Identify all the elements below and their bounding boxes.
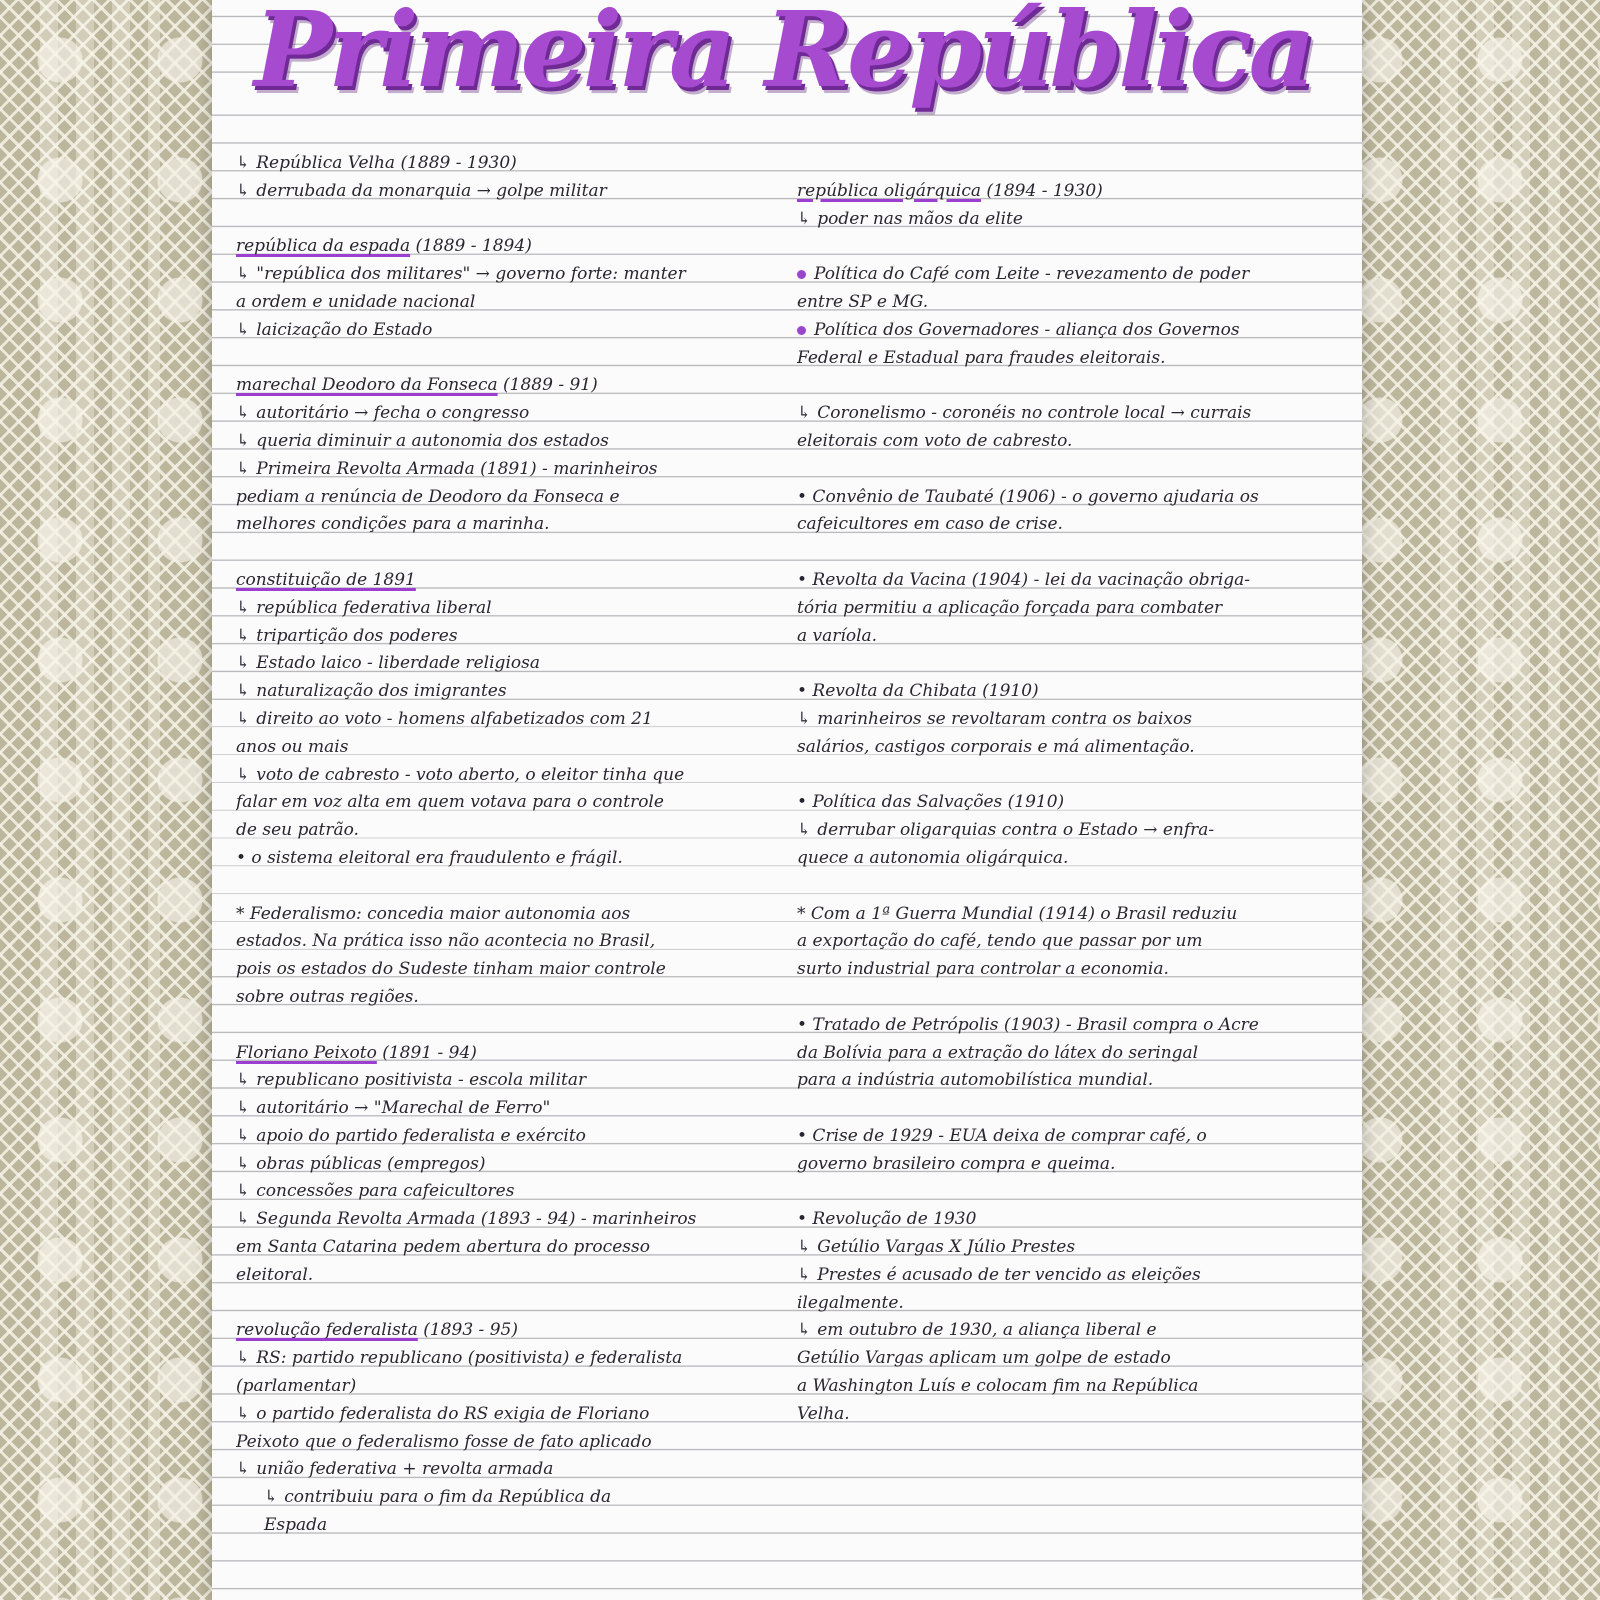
blank-line bbox=[797, 1095, 1352, 1123]
blank-line bbox=[797, 456, 1352, 484]
note-line bbox=[236, 956, 776, 984]
note-line bbox=[236, 1067, 776, 1095]
note-text: República Velha (1889 - 1930) bbox=[256, 153, 517, 173]
note-line bbox=[236, 1151, 776, 1179]
blank-line bbox=[797, 539, 1352, 567]
note-line bbox=[236, 1123, 776, 1151]
arrow-icon: ↳ bbox=[797, 1320, 812, 1341]
note-line bbox=[236, 623, 776, 651]
note-text: laicização do Estado bbox=[256, 319, 433, 340]
note-line bbox=[236, 233, 776, 261]
arrow-icon: ↳ bbox=[236, 403, 251, 424]
note-line bbox=[236, 289, 776, 317]
note-text: quece a autonomia oligárquica. bbox=[797, 847, 1069, 868]
note-text: a exportação do café, tendo que passar por um bbox=[797, 931, 1203, 952]
note-text: * Federalismo: concedia maior autonomia aos bbox=[236, 903, 631, 924]
arrow-icon: ↳ bbox=[797, 208, 812, 229]
note-text: • Convênio de Taubaté (1906) - o governo ajudaria os bbox=[797, 486, 1259, 507]
note-text: falar em voz alta em quem votava para o controle bbox=[236, 792, 664, 813]
note-text: melhores condições para a marinha. bbox=[236, 514, 550, 535]
arrow-icon: ↳ bbox=[236, 764, 251, 785]
note-text: (parlamentar) bbox=[236, 1376, 357, 1397]
blank-line bbox=[236, 1290, 776, 1318]
blank-line bbox=[797, 1178, 1352, 1206]
note-line bbox=[797, 1123, 1352, 1151]
note-text: Getúlio Vargas aplicam um golpe de estado bbox=[797, 1348, 1171, 1369]
note-line bbox=[797, 595, 1352, 623]
note-text: anos ou mais bbox=[236, 736, 349, 757]
note-line bbox=[236, 1373, 776, 1401]
note-line bbox=[236, 1234, 776, 1262]
note-line bbox=[797, 345, 1352, 373]
arrow-icon: ↳ bbox=[236, 264, 251, 285]
note-line bbox=[797, 400, 1352, 428]
blank-line bbox=[797, 984, 1352, 1012]
note-line bbox=[797, 1290, 1352, 1318]
note-line bbox=[797, 1262, 1352, 1290]
note-line bbox=[236, 789, 776, 817]
arrow-icon: ↳ bbox=[236, 430, 251, 451]
note-text: entre SP e MG. bbox=[797, 291, 929, 312]
note-text: república federativa liberal bbox=[256, 597, 492, 618]
heading-dates: (1889 - 91) bbox=[497, 375, 598, 396]
note-text: estados. Na prática isso não acontecia no Brasil, bbox=[236, 931, 656, 952]
arrow-icon: ↳ bbox=[236, 458, 251, 479]
note-line bbox=[797, 178, 1352, 206]
note-line bbox=[797, 511, 1352, 539]
section-heading: constituição de 1891 bbox=[236, 569, 416, 590]
note-line bbox=[236, 762, 776, 790]
notebook-page bbox=[212, 0, 1362, 1600]
note-text: Getúlio Vargas X Júlio Prestes bbox=[817, 1237, 1076, 1258]
section-heading: Floriano Peixoto bbox=[236, 1042, 377, 1063]
note-line bbox=[797, 928, 1352, 956]
note-text: tória permitiu a aplicação forçada para combater bbox=[797, 597, 1223, 618]
note-line bbox=[236, 1345, 776, 1373]
heading-dates: (1889 - 1894) bbox=[410, 236, 532, 257]
arrow-icon: ↳ bbox=[236, 681, 251, 702]
arrow-icon: ↳ bbox=[236, 1098, 251, 1119]
note-text: surto industrial para controlar a economia. bbox=[797, 959, 1169, 980]
note-line bbox=[236, 1401, 776, 1429]
arrow-icon: ↳ bbox=[236, 1403, 251, 1424]
note-text: da Bolívia para a extração do látex do seringal bbox=[797, 1042, 1199, 1063]
note-line bbox=[236, 372, 776, 400]
note-text: eleitoral. bbox=[236, 1264, 314, 1285]
note-line bbox=[797, 317, 1352, 345]
note-line bbox=[236, 928, 776, 956]
note-line bbox=[236, 511, 776, 539]
blank-line bbox=[797, 372, 1352, 400]
note-text: Prestes é acusado de ter vencido as eleições bbox=[817, 1264, 1201, 1285]
note-line bbox=[236, 1512, 776, 1540]
note-line bbox=[797, 1012, 1352, 1040]
note-line bbox=[797, 289, 1352, 317]
note-text: • Tratado de Petrópolis (1903) - Brasil compra o Acre bbox=[797, 1014, 1259, 1035]
note-line bbox=[797, 1401, 1352, 1429]
note-line bbox=[236, 650, 776, 678]
note-line bbox=[797, 901, 1352, 929]
arrow-icon: ↳ bbox=[797, 403, 812, 424]
note-line bbox=[797, 484, 1352, 512]
note-text: Política dos Governadores - aliança dos Governos bbox=[814, 319, 1240, 340]
note-line bbox=[797, 817, 1352, 845]
arrow-icon: ↳ bbox=[236, 653, 251, 674]
section-heading: revolução federalista bbox=[236, 1320, 418, 1341]
note-line bbox=[236, 1040, 776, 1068]
note-line bbox=[236, 1484, 776, 1512]
note-line bbox=[236, 1095, 776, 1123]
note-line bbox=[236, 1456, 776, 1484]
section-heading: marechal Deodoro da Fonseca bbox=[236, 375, 498, 396]
note-text: • Crise de 1929 - EUA deixa de comprar café, o bbox=[797, 1125, 1207, 1146]
note-text: salários, castigos corporais e má alimentação. bbox=[797, 736, 1195, 757]
blank-line bbox=[236, 206, 776, 234]
blank-line bbox=[236, 345, 776, 373]
note-line bbox=[236, 845, 776, 873]
left-column bbox=[236, 150, 776, 1540]
note-text: contribuiu para o fim da República da bbox=[284, 1487, 612, 1508]
blank-line bbox=[797, 233, 1352, 261]
note-line bbox=[236, 706, 776, 734]
note-text: RS: partido republicano (positivista) e federalista bbox=[256, 1348, 683, 1369]
note-text: Estado laico - liberdade religiosa bbox=[256, 653, 540, 674]
note-text: governo brasileiro compra e queima. bbox=[797, 1153, 1116, 1174]
note-text: Espada bbox=[264, 1515, 328, 1536]
note-line bbox=[797, 1317, 1352, 1345]
note-text: eleitorais com voto de cabresto. bbox=[797, 430, 1073, 451]
arrow-icon: ↳ bbox=[797, 1264, 812, 1285]
note-text: "república dos militares" → governo forte: manter bbox=[256, 264, 686, 285]
note-line bbox=[236, 261, 776, 289]
note-line bbox=[797, 734, 1352, 762]
note-text: • Política das Salvações (1910) bbox=[797, 792, 1065, 813]
arrow-icon: ↳ bbox=[264, 1487, 279, 1508]
section-heading: república oligárquica bbox=[797, 180, 982, 201]
note-text: de seu patrão. bbox=[236, 820, 359, 841]
note-text: a varíola. bbox=[797, 625, 878, 646]
note-text: ilegalmente. bbox=[797, 1292, 904, 1313]
purple-bullet-icon bbox=[797, 270, 806, 279]
note-line bbox=[236, 1262, 776, 1290]
note-line bbox=[236, 984, 776, 1012]
note-text: republicano positivista - escola militar bbox=[256, 1070, 587, 1091]
arrow-icon: ↳ bbox=[236, 625, 251, 646]
arrow-icon: ↳ bbox=[797, 820, 812, 841]
note-line bbox=[797, 1151, 1352, 1179]
note-line bbox=[797, 956, 1352, 984]
right-column bbox=[797, 150, 1352, 1429]
note-text: pediam a renúncia de Deodoro da Fonseca e bbox=[236, 486, 620, 507]
note-line bbox=[236, 901, 776, 929]
note-text: derrubar oligarquias contra o Estado → enfra- bbox=[817, 820, 1215, 841]
note-text: autoritário → fecha o congresso bbox=[256, 403, 530, 424]
blank-line bbox=[236, 1012, 776, 1040]
note-text: a Washington Luís e colocam fim na República bbox=[797, 1376, 1199, 1397]
note-text: apoio do partido federalista e exército bbox=[256, 1125, 586, 1146]
note-line bbox=[797, 706, 1352, 734]
arrow-icon: ↳ bbox=[236, 1348, 251, 1369]
note-line bbox=[797, 1206, 1352, 1234]
note-line bbox=[236, 428, 776, 456]
note-line bbox=[797, 678, 1352, 706]
note-text: * Com a 1ª Guerra Mundial (1914) o Brasil reduziu bbox=[797, 903, 1238, 924]
note-text: naturalização dos imigrantes bbox=[256, 681, 507, 702]
arrow-icon: ↳ bbox=[797, 708, 812, 729]
arrow-icon: ↳ bbox=[236, 1153, 251, 1174]
note-text: cafeicultores em caso de crise. bbox=[797, 514, 1063, 535]
note-line bbox=[797, 845, 1352, 873]
note-text: em Santa Catarina pedem abertura do processo bbox=[236, 1237, 650, 1258]
note-text: marinheiros se revoltaram contra os baixos bbox=[817, 708, 1192, 729]
arrow-icon: ↳ bbox=[236, 597, 251, 618]
note-text: poder nas mãos da elite bbox=[817, 208, 1023, 229]
blank-line bbox=[236, 539, 776, 567]
note-text: união federativa + revolta armada bbox=[256, 1459, 554, 1480]
note-text: em outubro de 1930, a aliança liberal e bbox=[817, 1320, 1157, 1341]
heading-dates: (1894 - 1930) bbox=[981, 180, 1103, 201]
note-text: concessões para cafeicultores bbox=[256, 1181, 515, 1202]
section-heading: república da espada bbox=[236, 236, 411, 257]
page-title: Primeira República bbox=[254, 0, 1312, 111]
note-line bbox=[236, 484, 776, 512]
note-text: Coronelismo - coronéis no controle local → currais bbox=[817, 403, 1252, 424]
note-line bbox=[797, 1067, 1352, 1095]
note-line bbox=[797, 428, 1352, 456]
note-text: • Revolta da Chibata (1910) bbox=[797, 681, 1039, 702]
note-line bbox=[236, 456, 776, 484]
note-line bbox=[236, 178, 776, 206]
blank-line bbox=[797, 762, 1352, 790]
note-text: obras públicas (empregos) bbox=[256, 1153, 486, 1174]
note-line bbox=[236, 734, 776, 762]
note-line bbox=[236, 567, 776, 595]
note-line bbox=[797, 1373, 1352, 1401]
note-text: sobre outras regiões. bbox=[236, 986, 419, 1007]
arrow-icon: ↳ bbox=[797, 1237, 812, 1258]
note-text: Política do Café com Leite - revezamento de poder bbox=[814, 264, 1250, 285]
note-line bbox=[236, 1429, 776, 1457]
note-line bbox=[236, 1317, 776, 1345]
note-text: autoritário → "Marechal de Ferro" bbox=[256, 1098, 551, 1119]
lace-right bbox=[1440, 0, 1560, 1600]
note-line bbox=[236, 317, 776, 345]
note-text: • Revolução de 1930 bbox=[797, 1209, 977, 1230]
note-text: derrubada da monarquia → golpe militar bbox=[256, 180, 607, 201]
note-text: Primeira Revolta Armada (1891) - marinheiros bbox=[256, 458, 658, 479]
note-text: direito ao voto - homens alfabetizados com 21 bbox=[256, 708, 653, 729]
blank-line bbox=[797, 150, 1352, 178]
note-line bbox=[797, 1234, 1352, 1262]
blank-line bbox=[236, 873, 776, 901]
note-text: para a indústria automobilística mundial. bbox=[797, 1070, 1154, 1091]
note-line bbox=[797, 1345, 1352, 1373]
note-text: • Revolta da Vacina (1904) - lei da vacinação obriga- bbox=[797, 569, 1251, 590]
note-text: Segunda Revolta Armada (1893 - 94) - marinheiros bbox=[256, 1209, 697, 1230]
note-line bbox=[797, 789, 1352, 817]
blank-line bbox=[797, 650, 1352, 678]
note-text: Velha. bbox=[797, 1403, 850, 1424]
note-line bbox=[797, 261, 1352, 289]
arrow-icon: ↳ bbox=[236, 708, 251, 729]
note-text: o partido federalista do RS exigia de Floriano bbox=[256, 1403, 650, 1424]
heading-dates: (1891 - 94) bbox=[376, 1042, 477, 1063]
note-line bbox=[236, 817, 776, 845]
arrow-icon: ↳ bbox=[236, 1070, 251, 1091]
note-text: voto de cabresto - voto aberto, o eleitor tinha que bbox=[256, 764, 685, 785]
note-line bbox=[236, 595, 776, 623]
note-text: tripartição dos poderes bbox=[256, 625, 458, 646]
note-text: queria diminuir a autonomia dos estados bbox=[256, 430, 609, 451]
note-line bbox=[236, 150, 776, 178]
arrow-icon: ↳ bbox=[236, 1125, 251, 1146]
note-text: • o sistema eleitoral era fraudulento e frágil. bbox=[236, 847, 623, 868]
note-text: Federal e Estadual para fraudes eleitorais. bbox=[797, 347, 1166, 368]
purple-bullet-icon bbox=[797, 326, 806, 335]
arrow-icon: ↳ bbox=[236, 1459, 251, 1480]
arrow-icon: ↳ bbox=[236, 153, 251, 173]
arrow-icon: ↳ bbox=[236, 1209, 251, 1230]
blank-line bbox=[797, 873, 1352, 901]
lace-left bbox=[40, 0, 160, 1600]
note-line bbox=[797, 623, 1352, 651]
note-line bbox=[797, 567, 1352, 595]
note-text: a ordem e unidade nacional bbox=[236, 291, 476, 312]
note-line bbox=[236, 400, 776, 428]
arrow-icon: ↳ bbox=[236, 1181, 251, 1202]
note-line bbox=[797, 1040, 1352, 1068]
note-text: pois os estados do Sudeste tinham maior controle bbox=[236, 959, 666, 980]
note-line bbox=[797, 206, 1352, 234]
note-text: Peixoto que o federalismo fosse de fato aplicado bbox=[236, 1431, 652, 1452]
note-line bbox=[236, 1206, 776, 1234]
note-line bbox=[236, 678, 776, 706]
heading-dates: (1893 - 95) bbox=[417, 1320, 518, 1341]
arrow-icon: ↳ bbox=[236, 319, 251, 340]
note-line bbox=[236, 1178, 776, 1206]
arrow-icon: ↳ bbox=[236, 180, 251, 201]
